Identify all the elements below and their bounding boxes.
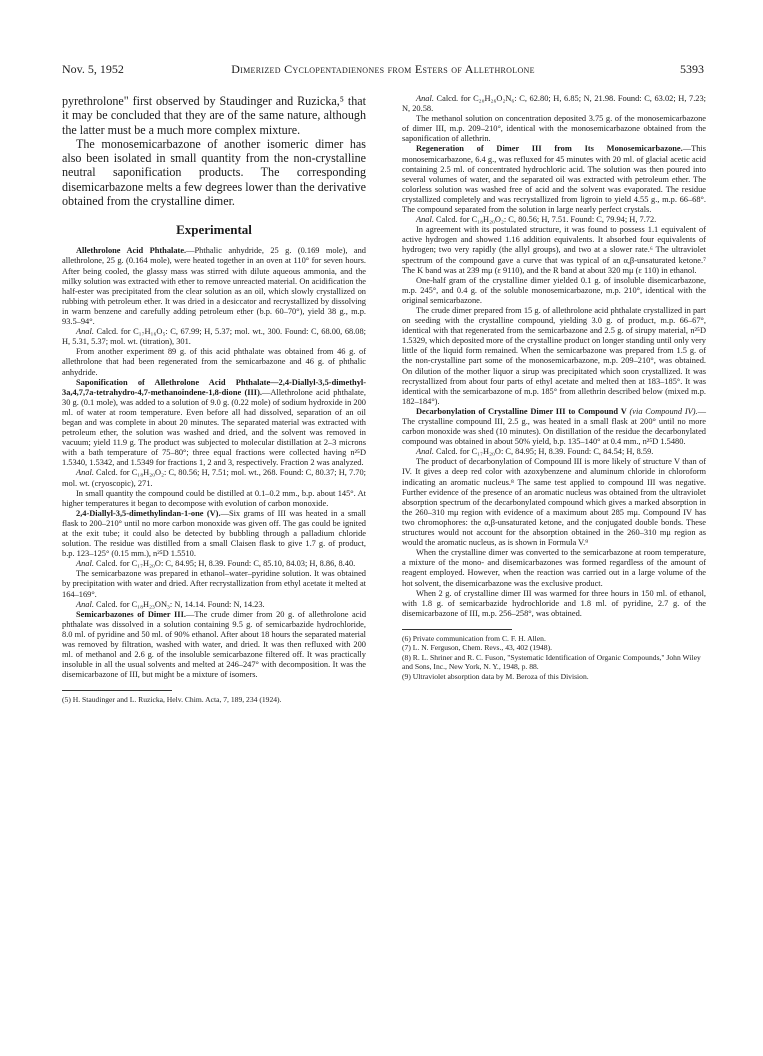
- anal-label: Anal.: [416, 94, 434, 103]
- paragraph: In small quantity the compound could be distilled at 0.1–0.2 mm., b.p. about 145°. At higher temperatures it began to decompose with evolution of carbon monoxide.: [62, 488, 366, 508]
- analysis-text: Calcd. for C₁₈H₂₀O₂: C, 80.56; H, 7.51. Found: C, 79.94; H, 7.72.: [433, 215, 657, 225]
- page-number: 5393: [680, 62, 704, 76]
- paragraph: The methanol solution on concentration deposited 3.75 g. of the monosemicarbazone of dimer III, m.p. 209–210°, identical with the monosemicarbazone obtained from the saponification of allethrin.: [402, 114, 706, 144]
- analysis-text: Calcd. for C₁₇H₂₀O: C, 84.95; H, 8.39. Found: C, 85.10, 84.03; H, 8.86, 8.40.: [93, 559, 356, 569]
- paragraph-acid-phthalate: [62, 246, 366, 327]
- intro-paragraph-1: pyrethrolone" first observed by Staudinger and Ruzicka,⁵ that it may be concluded that they are of the same nature, although the latter must be a much more complex mixture.: [62, 94, 366, 137]
- subsection-heading-italic: (via Compound IV).: [629, 406, 698, 416]
- paragraph-decarbonylation: [402, 407, 706, 447]
- paragraph-text: —Allethrolone acid phthalate, 30 g. (0.1 mole), was added to a solution of 9.0 g. (0.22 mole) of sodium hydroxide in 200 ml. of water at room temperature. Even before all had dissolved, separation of an oil began and was complete in about 20 minutes. The separated material was extracted with petroleum ether, the solution was washed and dried, and the solvent was removed in vacuum; yield 11.9 g. The product was subjected to molecular distillation at 2–3 microns with a bath temperature of 75–80°; three equal fractions were collected having n²⁵D 1.5340, 1.5342, and 1.5349 for fractions 1, 2 and 3, respectively. Fraction 2 was analyzed.: [62, 387, 366, 468]
- intro-paragraph-2: The monosemicarbazone of another isomeric dimer has also been isolated in small quantity from the non-crystalline neutral saponification products. The corresponding disemicarbazone melts a few degrees lower than the derivative obtained from the crystalline dimer.: [62, 136, 366, 209]
- analysis-text: Calcd. for C₁₇H₂₀O: C, 84.95; H, 8.39. Found: C, 84.54; H, 8.59.: [433, 447, 654, 457]
- footnote-6: (6) Private communication from C. F. H. Allen.: [402, 633, 546, 643]
- paragraph-text: —The crystalline compound III, 2.5 g., was heated in a small flask at 200° until no more carbon monoxide was shed (10 minutes). On distillation of the residue the decarbonylated compound was obtained in about 50% yield, b.p. 135–140° at 0.4 mm., n²⁵D 1.5480.: [402, 406, 706, 447]
- footnote-8: (8) R. L. Shriner and R. C. Fuson, "Systematic Identification of Organic Compounds," John Wiley and Sons, Inc., New York, N. Y., 1948, p. 88.: [402, 652, 701, 672]
- paragraph: The product of decarbonylation of Compound III is more likely of structure V than of IV. It gives a deep red color with azoxybenzene and aluminum chloride in chloroform indicating an aromatic nucleus.⁸ The same test applied to compound III was negative. Further evidence of the presence of an aromatic nucleus was obtained from the ultraviolet absorption spectrum of the decarbonylated compound which gives a marked absorption in the 260–310 mμ region with evidence of a maximum about 285 mμ. Compound IV has two chromophores: the α,β-unsaturated ketone, and the conjugated double bonds. These structures would not account for the absorption obtained in the 260–310 mμ region as would the aromatic nucleus, as is shown in Formula V.⁹: [402, 457, 706, 548]
- analysis-text: Calcd. for C₂₀H₂₆O₂N₆: C, 62.80; H, 6.85; N, 21.98. Found: C, 63.02; H, 7.23; N, 20.58.: [402, 94, 706, 114]
- footnote-rule: [402, 629, 512, 630]
- section-title: Experimental: [176, 222, 252, 238]
- analysis-paragraph: [62, 600, 366, 610]
- left-column: [62, 94, 366, 705]
- paragraph-text: —Six grams of III was heated in a small flask to 200–210° until no more carbon monoxide was given off. The gas could be ignited at the exit tube; it could also be detected by bubbling through a palladium chloride solution. The residue was distilled from a small Claisen flask to give 1.7 g. of product, b.p. 123–125° (0.15 mm.), n²⁵D 1.5510.: [62, 508, 366, 559]
- paragraph: The crude dimer prepared from 15 g. of allethrolone acid phthalate crystallized in part on seeding with the crystalline compound, yielding 3.0 g. of product, m.p. 66–67°, identical with that regenerated from the semicarbazone and 2.5 g. of sirupy material, n²⁵D 1.5329, which deposited more of the crystalline product on longer standing until only very little of the liquid form remained. When the semicarbazone was prepared from 1.5 g. of the non-crystalline part some of the monosemicarbazone, m.p. 209–210°, was obtained. On dilution of the mother liquor a sirup was precipitated which soon crystallized. It was recrystallized from about four parts of ethyl acetate and melted then at 183–185°. It was identical with the semicarbazone of m.p. 185° from allethrin described below (mixed m.p. 182–184°).: [402, 305, 706, 406]
- paragraph-text: —The crude dimer from 20 g. of allethrolone acid phthalate was dissolved in a solution containing 9.5 g. of semicarbazide hydrochloride, 8.0 ml. of pyridine and 50 ml. of 90% ethanol. After about 18 hours the separated material was removed by filtration, washed with water, and dried. It was then refluxed with 200 ml. of methanol and 2.6 g. of the insoluble semicarbazone filtered off. It was practically insoluble in all the usual solvents and melted at 246–247° with decomposition. It was the disemicarbazone of III, but might be a mixture of isomers.: [62, 609, 367, 680]
- analysis-paragraph: [402, 447, 706, 457]
- anal-label: Anal.: [76, 599, 94, 609]
- subsection-heading: 2,4-Diallyl-3,5-dimethylindan-1-one (V).: [76, 508, 221, 518]
- analysis-text: Calcd. for C₁₈H₂₃ON₃: N, 14.14. Found: N, 14.23.: [93, 599, 265, 609]
- paragraph: One-half gram of the crystalline dimer yielded 0.1 g. of insoluble disemicarbazone, m.p. 245°, and 0.4 g. of the soluble monosemicarbazone, m.p. 210°, identical with the original semicarbazone.: [402, 275, 706, 305]
- subsection-heading: Regeneration of Dimer III from Its Monosemicarbazone.: [416, 144, 683, 154]
- analysis-paragraph: [402, 215, 706, 225]
- subsection-heading: Saponification of Allethrolone Acid Phthalate—2,4-Diallyl-3,5-dimethyl-3a,4,7,7a-tetrahydro-4,7-methanoindene-1,8-dione (III).: [62, 377, 366, 397]
- anal-label: Anal.: [76, 559, 94, 569]
- paragraph-text: —This monosemicarbazone, 6.4 g., was refluxed for 45 minutes with 20 ml. of glacial acetic acid containing 2.5 ml. of concentrated hydrochloric acid. The solution was then poured into several volumes of water, and the separated oil was extracted with petroleum ether. The colorless solution was washed free of acid and the solvent was evaporated. The residue crystallized completely and was recrystallized from ligroin to yield 4.55 g., m.p. 66–68°. The compound separated from the solution in large nearly perfect crystals.: [402, 144, 706, 215]
- anal-label: Anal.: [76, 468, 94, 478]
- subsection-heading: Allethrolone Acid Phthalate.: [76, 246, 187, 256]
- subsection-heading: Decarbonylation of Crystalline Dimer III to Compound V: [416, 406, 627, 416]
- anal-label: Anal.: [76, 327, 94, 337]
- analysis-paragraph: [402, 94, 706, 114]
- header-title: Dimerized Cyclopentadienones from Esters of Allethrolone: [231, 62, 535, 76]
- footnote-9: (9) Ultraviolet absorption data by M. Beroza of this Division.: [402, 671, 589, 681]
- paragraph: From another experiment 89 g. of this acid phthalate was obtained from 46 g. of allethrolone that had been regenerated from the semicarbazone and 46 g. of phthalic anhydride.: [62, 347, 366, 377]
- paragraph: When 2 g. of crystalline dimer III was warmed for three hours in 150 ml. of ethanol, with 1.8 g. of semicarbazide hydrochloride and 1.8 ml. of pyridine, 2.7 g. of the disemicarbazone of III, m.p. 256–258°, was obtained.: [402, 588, 706, 618]
- subsection-heading: Semicarbazones of Dimer III.: [76, 609, 186, 619]
- running-header: [62, 62, 704, 78]
- analysis-paragraph: [62, 559, 366, 569]
- paragraph-semicarbazones: [62, 610, 366, 681]
- analysis-text: Calcd. for C₁₇H₁₆O₅: C, 67.99; H, 5.37; mol. wt., 300. Found: C, 68.00, 68.08; H, 5.31, 5.37; mol. wt. (titration), 301.: [62, 327, 366, 347]
- header-date: Nov. 5, 1952: [62, 62, 124, 76]
- footnote-rule: [62, 690, 172, 691]
- analysis-text: Calcd. for C₁₈H₂₀O₂: C, 80.56; H, 7.51; mol. wt., 268. Found: C, 80.37; H, 7.70; mol. wt. (cryoscopic), 271.: [62, 468, 366, 488]
- right-column: [402, 94, 706, 681]
- paragraph-text: —Phthalic anhydride, 25 g. (0.169 mole), and allethrolone, 25 g. (0.164 mole), were heated together in an oven at 110° for seven hours. After being cooled, the glassy mass was stirred with dilute aqueous ammonia, and the milky solution was extracted with ether to remove unreacted material. On acidification the half-ester was precipitated from the clear solution as an oil, which slowly crystallized on rubbing with petroleum ether. It was dried in a desiccator and recrystallized by dissolving in warm benzene and carefully adding petroleum ether (b.p. 60–70°), yield 38 g., m.p. 93.5–94°.: [62, 246, 366, 327]
- footnote-5: (5) H. Staudinger and L. Ruzicka, Helv. Chim. Acta, 7, 189, 234 (1924).: [62, 695, 282, 705]
- paragraph: The semicarbazone was prepared in ethanol–water–pyridine solution. It was obtained by precipitation with water and dried. After recrystallization from ethyl acetate it melted at 164–169°.: [62, 569, 366, 599]
- analysis-paragraph: [62, 468, 366, 488]
- paragraph: In agreement with its postulated structure, it was found to possess 1.1 equivalent of active hydrogen and showed 1.16 addition equivalents. It absorbed four equivalents of hydrogen; two very rapidly (the allyl groups), and two at a slower rate.⁶ The ultraviolet spectrum of the compound gave a curve that was typical of an α,β-unsaturated ketone.⁷ The K band was at 239 mμ (ε 9110), and the R band at about 320 mμ (ε 110) in ethanol.: [402, 225, 706, 275]
- anal-label: Anal.: [416, 447, 434, 457]
- paragraph-indanone: [62, 509, 366, 559]
- paragraph-regeneration: [402, 144, 706, 215]
- paragraph: When the crystalline dimer was converted to the semicarbazone at room temperature, a mixture of the mono- and disemicarbazones was formed regardless of the amount of reagent employed. However, when the reaction was carried out in a large volume of the hot solvent, the disemicarbazone was the exclusive product.: [402, 548, 706, 588]
- analysis-paragraph: [62, 327, 366, 347]
- anal-label: Anal.: [416, 215, 434, 225]
- footnote-7: (7) L. N. Ferguson, Chem. Revs., 43, 402 (1948).: [402, 643, 553, 653]
- paragraph-saponification: [62, 378, 366, 469]
